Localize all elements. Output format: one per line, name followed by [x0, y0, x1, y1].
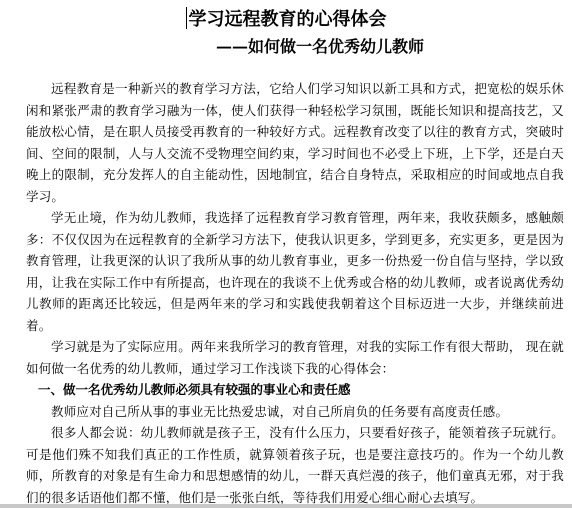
horizontal-scrollbar[interactable]	[0, 504, 572, 508]
section-heading-1: 一、做一名优秀幼儿教师必须具有较强的事业心和责任感	[38, 382, 351, 397]
paragraph-4: 教师应对自己所从事的事业无比热爱忠诚，对自己所肩负的任务要有高度责任感。	[51, 403, 509, 419]
paragraph-3: 学习就是为了实际应用。两年来我所学习的教育管理，对我的实际工作有很大帮助， 现在就如何做一名优秀的幼儿教师，通过学习工作浅谈下我的心得体会：	[26, 339, 564, 376]
spacer	[26, 60, 564, 78]
title-line	[8, 6, 564, 34]
text-cursor	[186, 7, 187, 29]
paragraph-5: 很多人都会说：幼儿教师就是孩子王，没有什么压力，只要看好孩子，能领着孩子玩就行。可是他们殊不知我们真正的工作性质，就算领着孩子玩，也是要注意技巧的。作为一个幼儿教师，所教育的对象是有生命力和思想感情的幼儿，一群天真烂漫的孩子，他们童真无邪，对于我们的很多话语他们都不懂，他们是一张张白纸，等待我们用爱心细心耐心去填写。	[26, 425, 564, 505]
document-title: 学习远程教育的心得体会	[188, 9, 387, 30]
paragraph-2: 学无止境，作为幼儿教师，我选择了远程教育学习教育管理，两年来，我收获颇多，感触颇多：不仅仅因为在远程教育的全新学习方法下，使我认识更多，学到更多，充实更多，更是因为教育管理，让我更深的认识了我所从事的幼儿教育事业，更多一份热爱一份自信与坚持，学以致用，让我在实际工作中有所提高，也许现在的我谈不上优秀或合格的幼儿教师，或者说离优秀幼儿教师的距离还比较远，但是两年来的学习和实践使我朝着这个目标迈进一大步，并继续前进着。	[26, 210, 564, 333]
document-subtitle: ——如何做一名优秀幼儿教师	[215, 37, 424, 56]
paragraph-1: 远程教育是一种新兴的教育学习方法，它给人们学习知识以新工具和方式，把宽松的娱乐休闲和紧张严肃的教育学习融为一体，使人们获得一种轻松学习氛围，既能长知识和提高技艺，又能放松心情，是在职人员接受再教育的一种较好方式。远程教育改变了以往的教育方式，突破时间、空间的限制，人与人交流不受物理空间约束，学习时间也不必受上下班，上下学，还是白天晚上的限制，充分发挥人的自主能动性，因地制宜，结合自身特点，采取相应的时间或地点自我学习。	[26, 81, 564, 204]
